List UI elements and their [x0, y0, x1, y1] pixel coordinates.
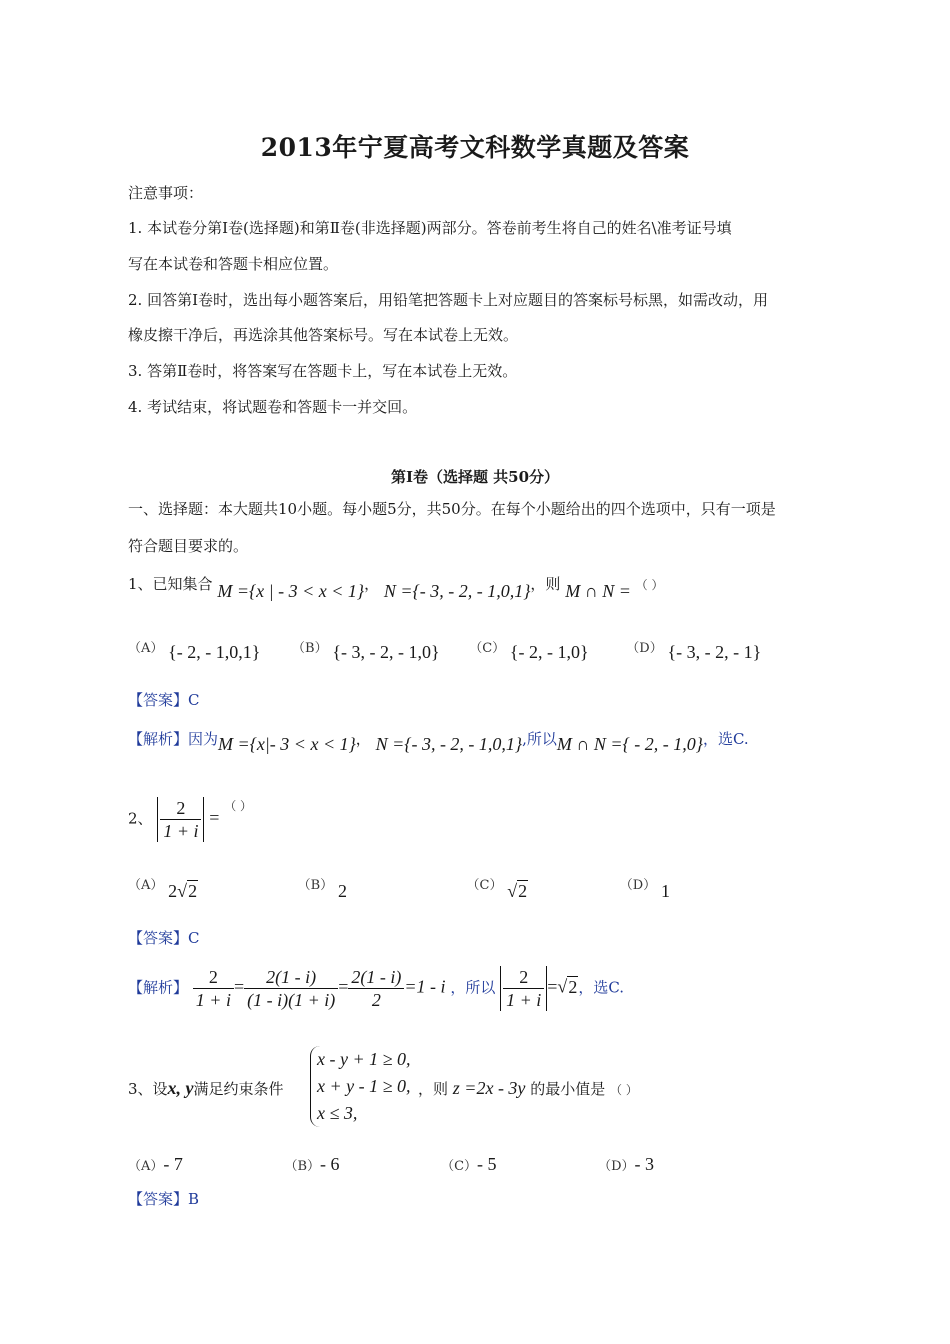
- q2-analysis-fraction-1: [193, 966, 234, 1011]
- q2-analysis-eq-1: =: [233, 976, 245, 997]
- q2-absolute-value: [157, 797, 204, 842]
- q2-analysis-fraction-2: [244, 966, 338, 1011]
- q3-option-c: - 5: [477, 1154, 497, 1174]
- notice-heading: 注意事项：: [128, 184, 204, 202]
- q3-lead: 3、设: [128, 1080, 168, 1098]
- q1-expression: M ∩ N =: [565, 581, 631, 601]
- q1-lead: 1、已知集合: [128, 575, 213, 593]
- q3-constraint-3: x ≤ 3,: [317, 1103, 358, 1123]
- q2-numerator: 2: [160, 797, 201, 820]
- q2-f1-numerator: 2: [193, 966, 234, 989]
- q1-then: ，则: [530, 575, 561, 593]
- question-3: [128, 1078, 284, 1099]
- q1-set-m: M ={x | - 3 < x < 1}: [217, 581, 365, 601]
- q3-ask: 的最小值是: [530, 1080, 606, 1098]
- q1-analysis-set-m: M ={x|- 3 < x < 1}: [218, 734, 356, 754]
- q2-options: [128, 873, 670, 901]
- q2-option-b-label: （B）: [297, 878, 334, 893]
- q2-f2-denominator: (1 - i)(1 + i): [247, 990, 336, 1010]
- q1-answer-tag: 【答案】: [128, 691, 189, 709]
- q1-option-b-label: （B）: [292, 641, 328, 656]
- q3-answer-value: B: [188, 1190, 200, 1208]
- q2-analysis-abs-fraction: [503, 966, 544, 1011]
- q1-answer: [128, 690, 200, 710]
- q2-analysis-tail: =1 - i: [404, 976, 446, 997]
- section-intro-cont: 符合题目要求的。: [128, 537, 249, 555]
- q2-denominator: 1 + i: [163, 821, 199, 841]
- q2-answer-blank: （ ）: [224, 799, 253, 813]
- document-title: 2013年宁夏高考文科数学真题及答案: [260, 133, 690, 162]
- q1-analysis: [128, 728, 749, 754]
- q1-option-b: {- 3, - 2, - 1,0}: [332, 642, 440, 662]
- q3-constraint-label: 满足约束条件: [193, 1080, 284, 1098]
- notice-item-2: 2. 回答第Ⅰ卷时，选出每小题答案后，用铅笔把答题卡上对应题目的答案标号标黑，如需改动，用: [128, 291, 769, 309]
- q3-answer-blank: （ ）: [610, 1083, 638, 1097]
- q2-f1-denominator: 1 + i: [195, 990, 231, 1010]
- q3-objective: z =2x - 3y: [452, 1078, 526, 1098]
- q1-set-n: N ={- 3, - 2, - 1,0,1}: [383, 581, 531, 601]
- q2-abs-numerator: 2: [503, 966, 544, 989]
- q2-lead: 2、: [128, 809, 153, 828]
- question-1: [128, 573, 664, 601]
- q2-analysis-fraction-3: [348, 966, 404, 1011]
- q3-answer: [128, 1189, 199, 1209]
- q2-option-a-label: （A）: [128, 878, 164, 893]
- notice-item-2-cont: 橡皮擦干净后，再选涂其他答案标号。写在本试卷上无效。: [128, 326, 519, 344]
- q2-analysis-eq-2: =: [338, 976, 349, 997]
- q1-answer-blank: （ ）: [635, 578, 664, 592]
- q3-then: ，则: [418, 1080, 449, 1098]
- q1-analysis-result: M ∩ N ={ - 2, - 1,0}: [556, 734, 703, 754]
- q1-analysis-set-n: N ={- 3, - 2, - 1,0,1}: [375, 734, 523, 754]
- q3-answer-tag: 【答案】: [128, 1190, 189, 1208]
- notice-item-4: 4. 考试结束，将试题卷和答题卡一并交回。: [128, 398, 418, 416]
- q1-option-c-label: （C）: [469, 641, 506, 656]
- q3-constraint-system: [310, 1046, 411, 1127]
- q1-options: [128, 636, 762, 662]
- q2-option-b: 2: [337, 881, 347, 901]
- q2-f2-numerator: 2(1 - i): [244, 966, 338, 989]
- q3-option-c-label: （C）: [441, 1159, 478, 1174]
- notice-item-1-cont: 写在本试卷和答题卡相应位置。: [128, 255, 339, 273]
- q2-analysis-tag: 【解析】: [128, 978, 189, 997]
- section-intro: 一、选择题：本大题共10小题。每小题5分，共50分。在每个小题给出的四个选项中，只有一项是: [128, 500, 776, 518]
- q2-option-d: 1: [660, 881, 670, 901]
- q2-analysis-result: √2: [557, 976, 578, 997]
- q3-option-b-label: （B）: [284, 1159, 321, 1174]
- q3-option-b: - 6: [320, 1154, 340, 1174]
- q2-analysis-choose: ，选C.: [578, 978, 625, 997]
- q2-analysis-so: ，所以: [450, 978, 496, 997]
- q1-comma: ，: [364, 575, 380, 593]
- q1-analysis-tag: 【解析】: [128, 730, 189, 748]
- q2-analysis-radicand: 2: [568, 976, 578, 997]
- q3-option-a-label: （A）: [128, 1159, 164, 1174]
- q3-option-d-label: （D）: [598, 1159, 635, 1174]
- q1-analysis-because: 因为: [188, 730, 219, 748]
- notice-item-3: 3. 答第Ⅱ卷时，将答案写在答题卡上，写在本试卷上无效。: [128, 362, 518, 380]
- q3-option-a: - 7: [163, 1154, 183, 1174]
- q2-answer-tag: 【答案】: [128, 929, 189, 947]
- notice-item-1: 1. 本试卷分第Ⅰ卷(选择题)和第Ⅱ卷(非选择题)两部分。答卷前考生将自己的姓名\准考证号填: [128, 219, 732, 237]
- q3-question-tail: [418, 1078, 638, 1100]
- q3-option-d: - 3: [634, 1154, 655, 1174]
- q2-fraction: [160, 797, 201, 842]
- q3-options: [128, 1154, 654, 1177]
- q2-f3-denominator: 2: [371, 990, 381, 1010]
- q2-option-a-radicand: 2: [188, 881, 198, 901]
- q2-option-c-label: （C）: [466, 878, 503, 893]
- q1-option-d-label: （D）: [626, 641, 663, 656]
- q1-answer-value: C: [188, 691, 200, 709]
- q1-analysis-choose: ，选C.: [702, 730, 749, 748]
- q2-analysis: [128, 966, 624, 1011]
- q2-option-d-label: （D）: [619, 878, 657, 893]
- q3-variables: x, y: [167, 1078, 194, 1098]
- q2-f3-numerator: 2(1 - i): [348, 966, 404, 989]
- q1-analysis-comma: ，: [355, 730, 371, 748]
- q1-option-d: {- 3, - 2, - 1}: [667, 642, 762, 662]
- q2-analysis-result-eq: =: [547, 976, 558, 997]
- q2-option-a: 2√2: [168, 881, 198, 901]
- question-2: [128, 797, 252, 842]
- q3-constraint-2: x + y - 1 ≥ 0,: [317, 1076, 411, 1096]
- q2-option-c-radicand: 2: [518, 881, 528, 901]
- q2-option-c: √2: [507, 881, 528, 901]
- q2-equals: =: [209, 807, 220, 828]
- q2-answer-value: C: [188, 929, 200, 947]
- q1-analysis-so: ,所以: [522, 730, 557, 748]
- section-heading: 第Ⅰ卷（选择题 共50分）: [390, 468, 560, 486]
- q1-option-a-label: （A）: [128, 641, 164, 656]
- q2-abs-denominator: 1 + i: [506, 990, 542, 1010]
- q2-option-a-coef: 2: [168, 881, 178, 901]
- q3-constraint-1: x - y + 1 ≥ 0,: [317, 1049, 411, 1069]
- q2-answer: [128, 928, 200, 948]
- q1-option-a: {- 2, - 1,0,1}: [168, 642, 261, 662]
- q1-option-c: {- 2, - 1,0}: [509, 642, 589, 662]
- q2-analysis-absolute: [500, 966, 547, 1011]
